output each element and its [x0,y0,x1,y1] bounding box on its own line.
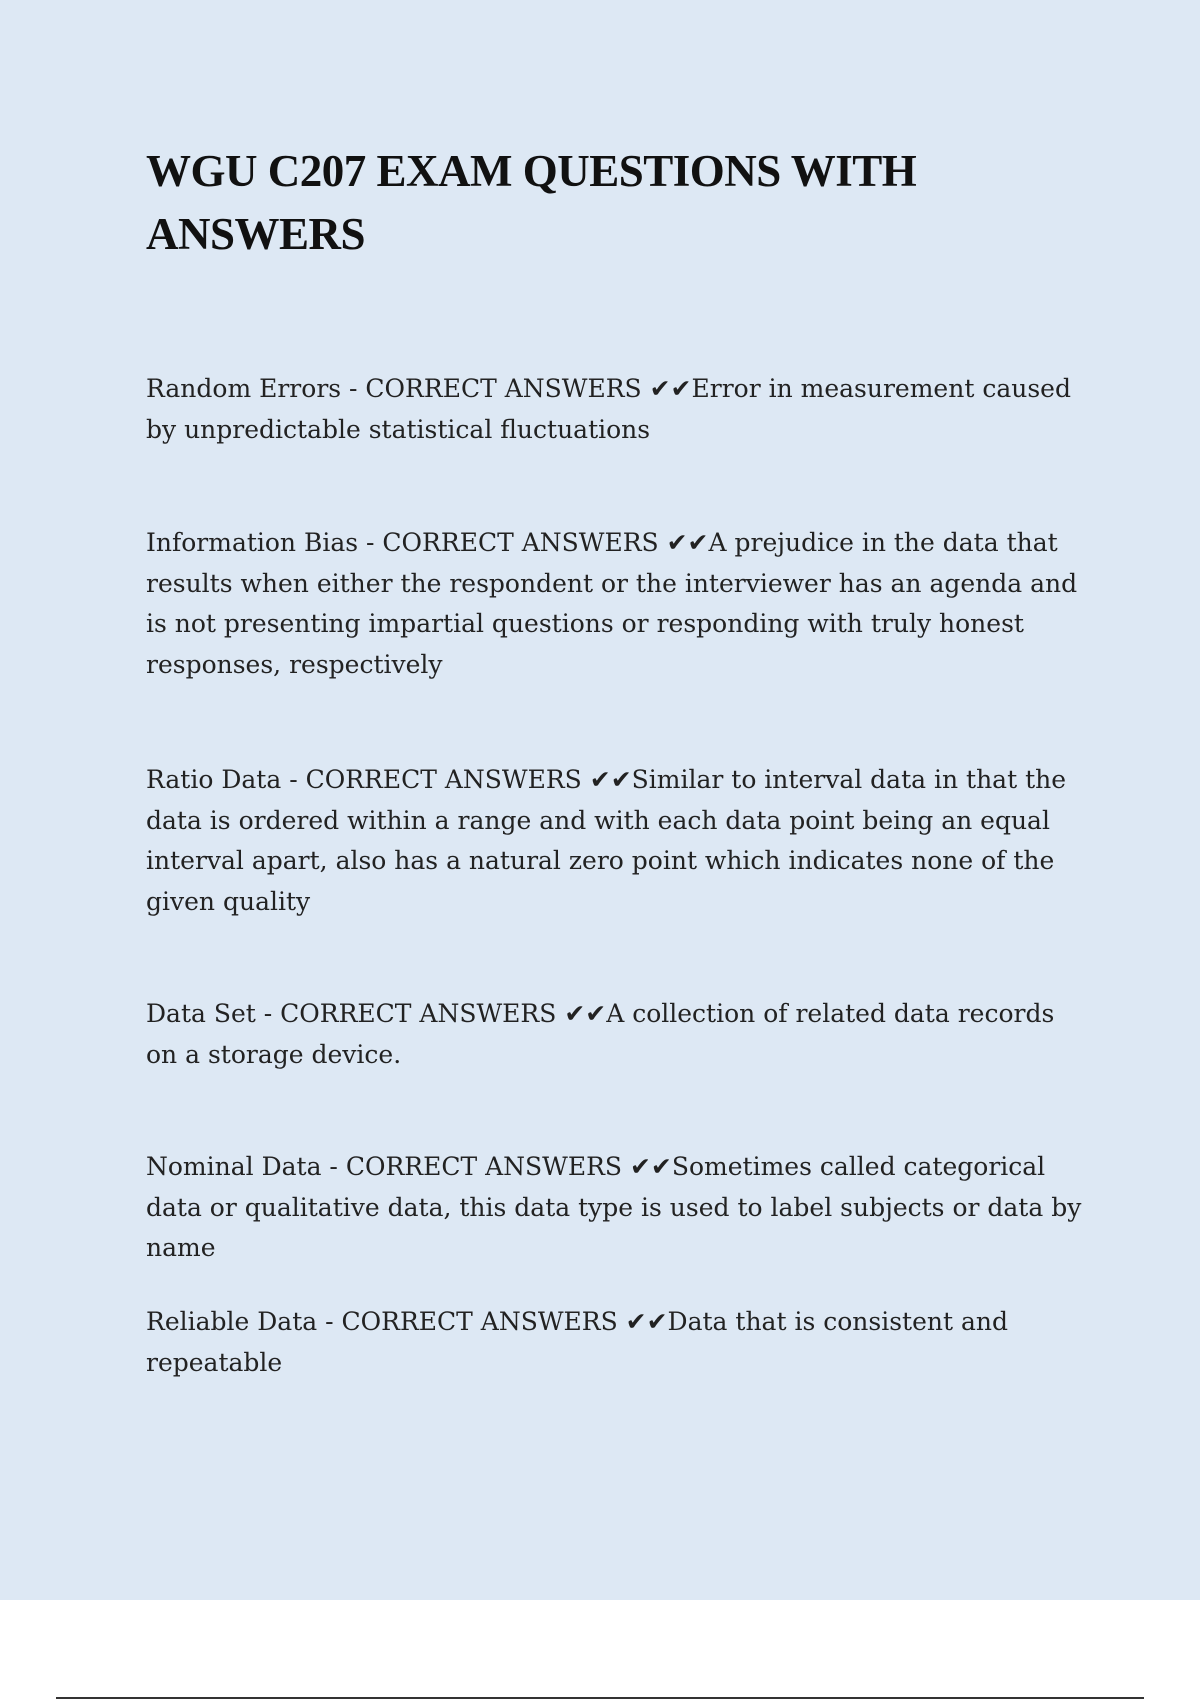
qa-entry-information-bias: Information Bias - CORRECT ANSWERS ✔✔A prejudice in the data that results when either the respondent or the interviewer has an agenda and is not presenting impartial questions or responding with truly honest responses, respectively [146,528,1078,679]
qa-entry-random-errors: Random Errors - CORRECT ANSWERS ✔✔Error in measurement caused by unpredictable statistical fluctuations [146,374,1071,444]
qa-entry-data-set: Data Set - CORRECT ANSWERS ✔✔A collection of related data records on a storage device. [146,999,1055,1069]
document-title: WGU C207 EXAM QUESTIONS WITH ANSWERS [146,146,917,259]
footer-rule [56,1697,1144,1699]
qa-entry-ratio-data: Ratio Data - CORRECT ANSWERS ✔✔Similar to interval data in that the data is ordered within a range and with each data point being an equal interval apart, also has a natural zero point which indicates none of the given quality [146,765,1067,916]
qa-entry-reliable-data: Reliable Data - CORRECT ANSWERS ✔✔Data that is consistent and repeatable [146,1307,1008,1377]
qa-entry-nominal-data: Nominal Data - CORRECT ANSWERS ✔✔Sometimes called categorical data or qualitative data, this data type is used to label subjects or data by name [146,1152,1082,1262]
